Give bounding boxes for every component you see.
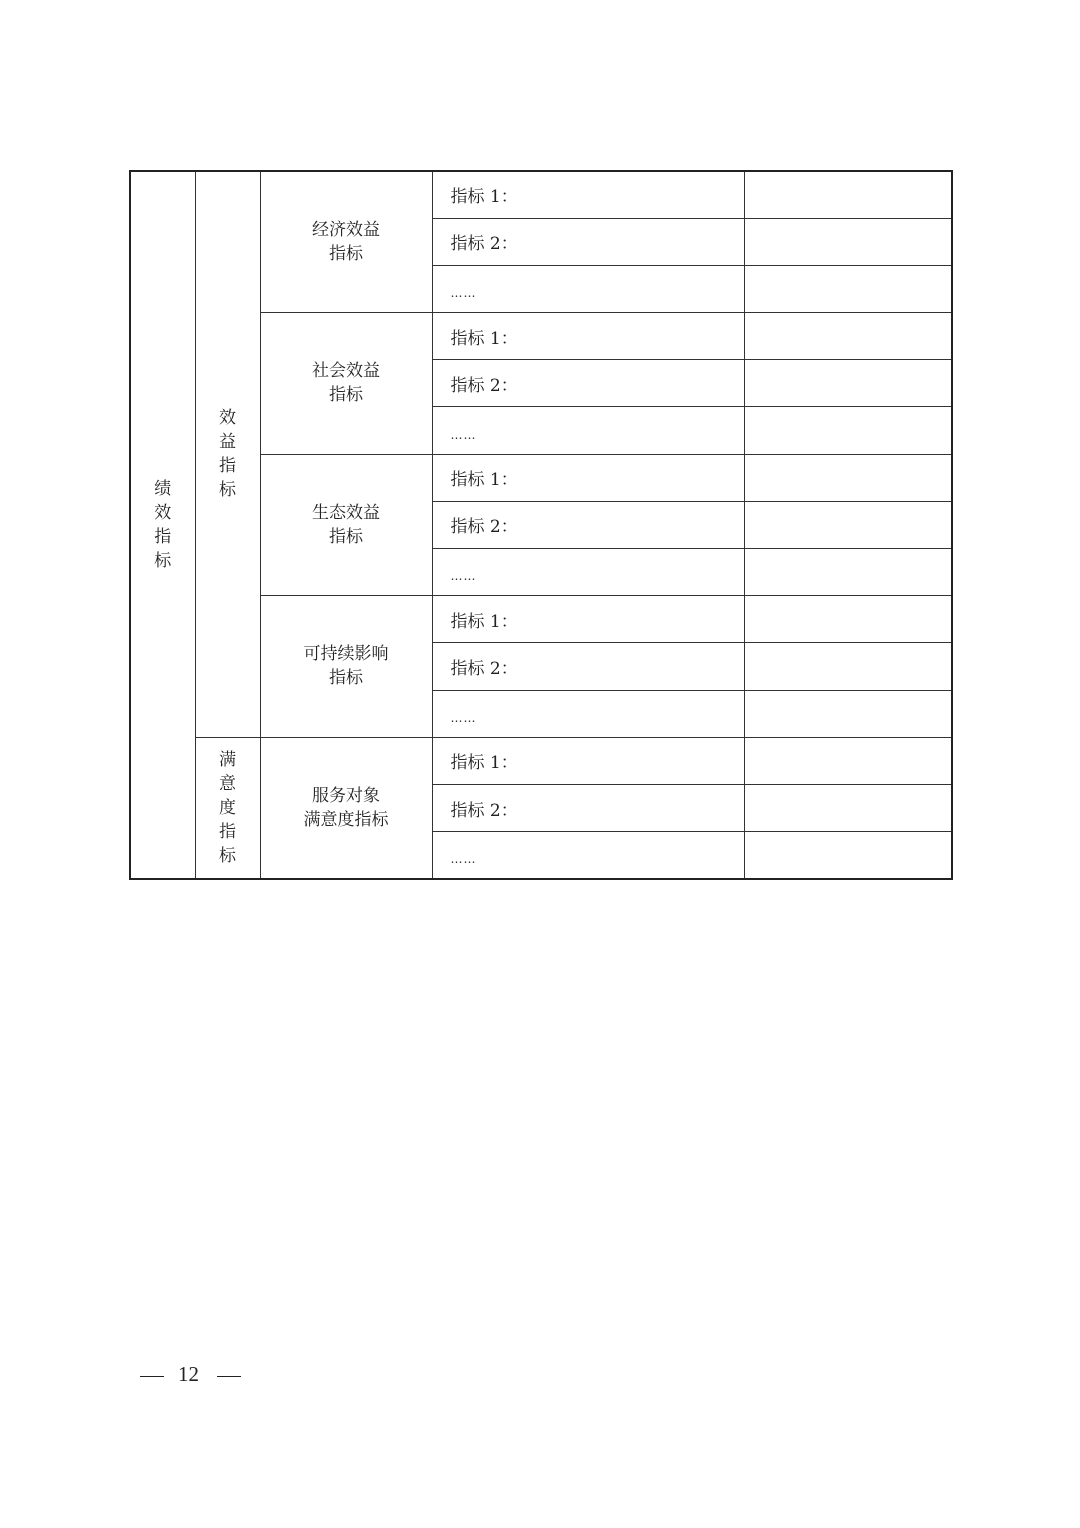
value-cell (744, 690, 952, 737)
indicator-cell: 指标 2： (432, 784, 744, 831)
table-row (130, 171, 952, 218)
value-cell (744, 737, 952, 784)
value-cell (744, 360, 952, 407)
indicator-cell: 指标 1： (432, 454, 744, 501)
indicator-cell: 指标 1： (432, 313, 744, 360)
level2-label-satisfaction: 满 意 度 指 标 (195, 737, 260, 879)
indicator-cell: 指标 1： (432, 737, 744, 784)
level1-label: 绩 效 指 标 (130, 171, 195, 879)
table-row (130, 737, 952, 784)
value-cell (744, 643, 952, 690)
level3-label-social: 社会效益 指标 (260, 313, 432, 455)
indicator-table (129, 170, 953, 880)
value-cell (744, 454, 952, 501)
indicator-cell: 指标 1： (432, 596, 744, 643)
indicator-cell: …… (432, 265, 744, 312)
indicator-cell: …… (432, 832, 744, 879)
value-cell (744, 265, 952, 312)
dash-left (140, 1376, 164, 1377)
page-number (138, 1362, 243, 1387)
indicator-cell: 指标 2： (432, 360, 744, 407)
indicator-cell: 指标 1： (432, 171, 744, 218)
level3-label-service-satisfaction: 服务对象 满意度指标 (260, 737, 432, 879)
value-cell (744, 549, 952, 596)
value-cell (744, 784, 952, 831)
level3-label-sustainable: 可持续影响 指标 (260, 596, 432, 738)
indicator-cell: …… (432, 549, 744, 596)
value-cell (744, 171, 952, 218)
level2-label-benefit: 效 益 指 标 (195, 171, 260, 737)
level3-label-ecological: 生态效益 指标 (260, 454, 432, 596)
value-cell (744, 501, 952, 548)
page-number-text: 12 (178, 1362, 199, 1386)
indicator-cell: …… (432, 407, 744, 454)
value-cell (744, 313, 952, 360)
indicator-cell: 指标 2： (432, 218, 744, 265)
indicator-cell: …… (432, 690, 744, 737)
dash-right (217, 1376, 241, 1377)
value-cell (744, 596, 952, 643)
value-cell (744, 407, 952, 454)
level3-label-economic: 经济效益 指标 (260, 171, 432, 313)
indicator-cell: 指标 2： (432, 643, 744, 690)
value-cell (744, 218, 952, 265)
indicator-cell: 指标 2： (432, 501, 744, 548)
value-cell (744, 832, 952, 879)
